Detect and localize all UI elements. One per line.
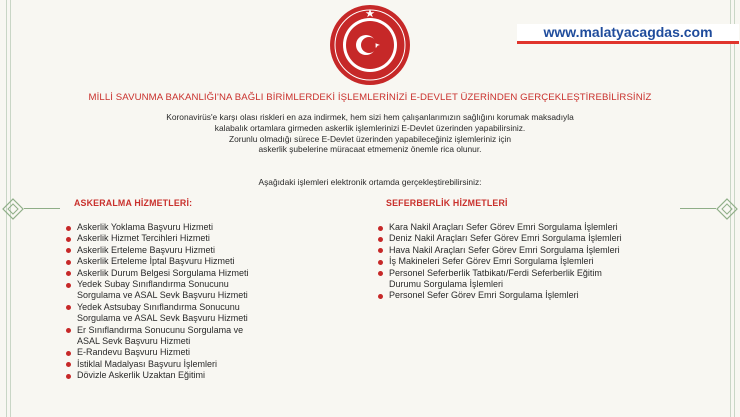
- list-item-text: İş Makineleri Sefer Görev Emri Sorgulama İşlemleri: [389, 256, 594, 267]
- list-item: [66, 370, 366, 381]
- bullet-icon: [378, 248, 383, 253]
- bullet-icon: [66, 260, 71, 265]
- seferberlik-list: [378, 222, 708, 302]
- list-item-text: Er Sınıflandırma Sonucunu Sorgulama ve: [77, 324, 244, 335]
- list-item: [66, 245, 366, 256]
- bullet-icon: [66, 374, 71, 379]
- list-item-text: Personel Seferberlik Tatbikatı/Ferdi Seferberlik Eğitim: [389, 267, 602, 278]
- list-item: [66, 302, 366, 325]
- left-diamond-ornament: [2, 198, 24, 220]
- bullet-icon: [66, 271, 71, 276]
- list-item-text: Hava Nakil Araçları Sefer Görev Emri Sorgulama İşlemleri: [389, 244, 620, 255]
- page-title: MİLLİ SAVUNMA BAKANLIĞI'NA BAĞLI BİRİMLERDEKİ İŞLEMLERİNİZİ E-DEVLET ÜZERİNDEN GERÇEKLEŞTİREBİLİRSİNİZ: [88, 92, 652, 103]
- bullet-icon: [378, 294, 383, 299]
- list-item: [378, 256, 708, 267]
- list-item: [378, 268, 708, 291]
- list-item: [66, 268, 366, 279]
- services-intro: Aşağıdaki işlemleri elektronik ortamda gerçekleştirebilirsiniz:: [258, 177, 482, 187]
- askeralma-list: [66, 222, 366, 382]
- list-item-text: Askerlik Yoklama Başvuru Hizmeti: [77, 222, 214, 232]
- watermark-url[interactable]: www.malatyacagdas.com: [517, 24, 739, 44]
- bullet-icon: [66, 226, 71, 231]
- list-item-text: Yedek Subay Sınıflandırma Sonucunu: [77, 279, 229, 290]
- list-item-text: ASAL Sevk Başvuru Hizmeti: [77, 336, 191, 347]
- list-item: [66, 325, 366, 348]
- bullet-icon: [378, 271, 383, 276]
- intro-line: Koronavirüs'e karşı olası riskleri en aza indirmek, hem sizi hem çalışanlarımızın sağlığını korumak maksadıyla: [166, 112, 574, 122]
- bullet-icon: [66, 328, 71, 333]
- list-item-text: İstiklal Madalyası Başvuru İşlemleri: [77, 358, 218, 369]
- bullet-icon: [378, 237, 383, 242]
- list-item: [66, 233, 366, 244]
- bullet-icon: [66, 351, 71, 356]
- bullet-icon: [66, 237, 71, 242]
- list-item: [378, 245, 708, 256]
- list-item: [378, 233, 708, 244]
- askeralma-heading: ASKERALMA HİZMETLERİ:: [74, 198, 193, 208]
- list-item: [66, 256, 366, 267]
- list-item-text: Yedek Astsubay Sınıflandırma Sonucunu: [77, 301, 240, 312]
- intro-line: askerlik şubelerine müracaat etmemeniz önemle rica olunur.: [258, 144, 482, 155]
- list-item-text: Askerlik Hizmet Tercihleri Hizmeti: [77, 233, 210, 244]
- intro-line: kalabalık ortamlara girmeden askerlik işlemlerinizi E-Devlet üzerinden yapabilirsiniz.: [214, 122, 526, 133]
- list-item-text: Askerlik Erteleme İptal Başvuru Hizmeti: [77, 256, 235, 267]
- intro-line: Zorunlu olmadığı sürece E-Devlet üzerinden yapabileceğiniz işlemleriniz için: [228, 133, 512, 144]
- list-item: [378, 290, 708, 301]
- list-item: [378, 222, 708, 233]
- bullet-icon: [66, 305, 71, 310]
- list-item-text: Dövizle Askerlik Uzaktan Eğitimi: [77, 370, 206, 381]
- list-item: [66, 347, 366, 358]
- list-item-text: Sorgulama ve ASAL Sevk Başvuru Hizmeti: [77, 290, 248, 301]
- seferberlik-heading: SEFERBERLİK HİZMETLERİ: [386, 198, 508, 208]
- list-item: [66, 359, 366, 370]
- bullet-icon: [66, 248, 71, 253]
- bullet-icon: [66, 283, 71, 288]
- list-item-text: Sorgulama ve ASAL Sevk Başvuru Hizmeti: [77, 313, 248, 324]
- list-item-text: Durumu Sorgulama İşlemleri: [389, 279, 504, 290]
- left-ornament-line: [24, 208, 60, 209]
- list-item-text: Kara Nakil Araçları Sefer Görev Emri Sorgulama İşlemleri: [389, 222, 618, 232]
- bullet-icon: [66, 362, 71, 367]
- top-ornament: [0, 0, 740, 2]
- bullet-icon: [378, 226, 383, 231]
- ministry-emblem: [329, 4, 411, 86]
- list-item: [66, 279, 366, 302]
- list-item-text: Askerlik Durum Belgesi Sorgulama Hizmeti: [77, 267, 249, 278]
- bullet-icon: [378, 260, 383, 265]
- list-item-text: Deniz Nakil Araçları Sefer Görev Emri Sorgulama İşlemleri: [389, 233, 622, 244]
- list-item-text: Askerlik Erteleme Başvuru Hizmeti: [77, 244, 216, 255]
- right-ornament-line: [680, 208, 716, 209]
- list-item-text: Personel Sefer Görev Emri Sorgulama İşlemleri: [389, 290, 579, 301]
- right-diamond-ornament: [716, 198, 738, 220]
- intro-text: [120, 112, 620, 155]
- list-item: [66, 222, 366, 233]
- list-item-text: E-Randevu Başvuru Hizmeti: [77, 347, 191, 358]
